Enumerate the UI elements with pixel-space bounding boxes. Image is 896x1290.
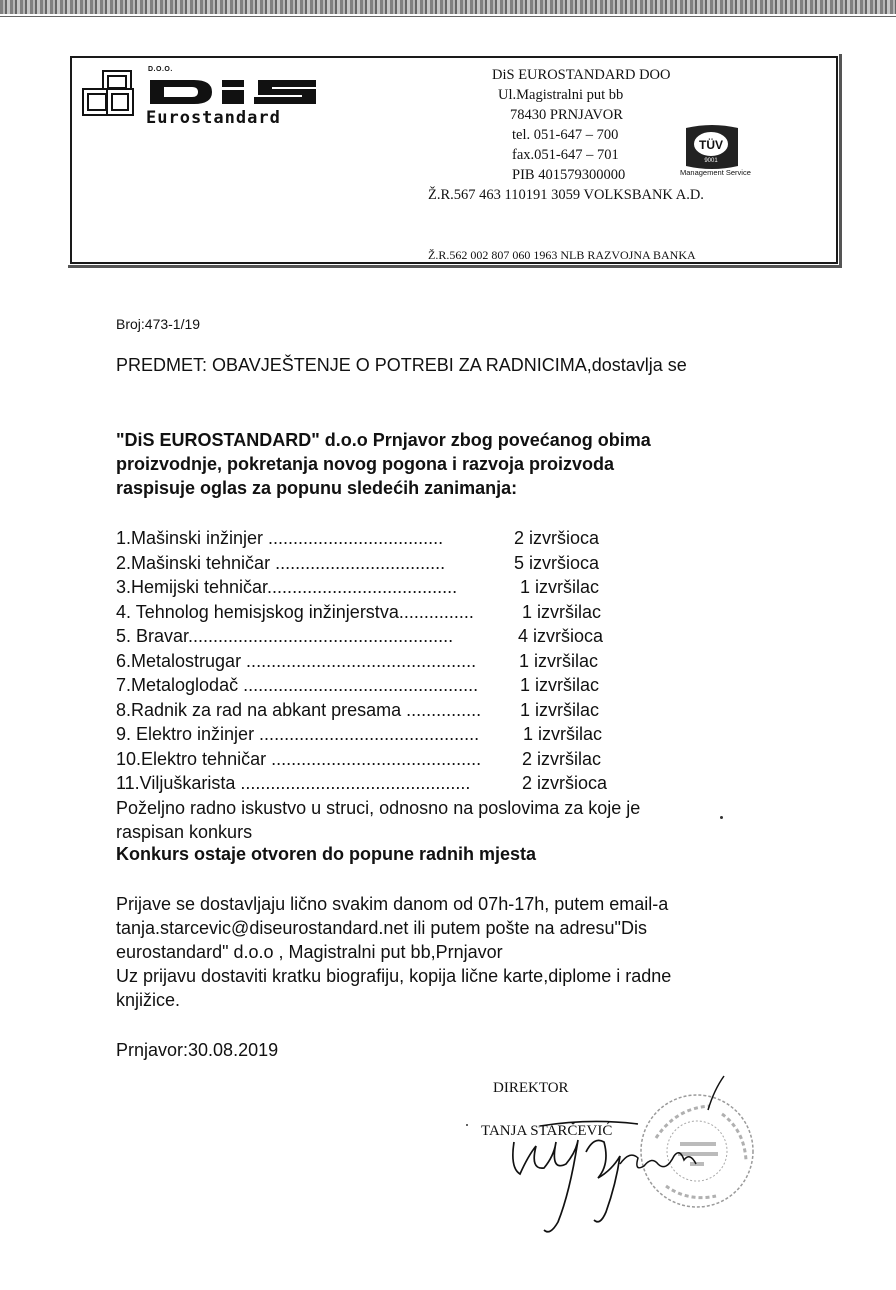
note-line: Poželjno radno iskustvo u struci, odnosno na poslovima za koje je	[116, 798, 641, 818]
intro-line: proizvodnje, pokretanja novog pogona i razvoja proizvoda	[116, 454, 615, 474]
company-bank-account-2: Ž.R.562 002 807 060 1963 NLB RAZVOJNA BANKA	[428, 248, 696, 262]
job-title: 8.Radnik za rad na abkant presama ...............	[116, 699, 482, 720]
job-item	[116, 528, 600, 552]
job-item	[116, 577, 600, 601]
intro-line: "DiS EUROSTANDARD" d.o.o Prnjavor zbog povećanog obima	[116, 430, 651, 450]
document-number: Broj:473-1/19	[116, 316, 201, 332]
logo-dis-wordmark	[146, 78, 320, 106]
experience-note	[116, 796, 640, 844]
job-count: 2 izvršioca	[522, 773, 608, 793]
tuv-label: TÜV	[699, 138, 723, 152]
job-title: 11.Viljuškarista ..............................................	[116, 773, 471, 793]
document-date: Prnjavor:30.08.2019	[116, 1040, 279, 1060]
company-name: DiS EUROSTANDARD DOO	[492, 67, 671, 83]
company-address: Ul.Magistralni put bb	[498, 87, 624, 103]
job-item	[116, 724, 603, 748]
job-item	[116, 650, 599, 675]
job-count: 1 izvršilac	[520, 577, 600, 597]
company-bank-account-1: Ž.R.567 463 110191 3059 VOLKSBANK A.D.	[428, 187, 704, 203]
scan-speck	[720, 816, 723, 819]
instructions-line: Prijave se dostavljaju lično svakim danom od 07h-17h, putem email-a	[116, 894, 669, 914]
job-title: 9. Elektro inžinjer ............................................	[116, 724, 480, 744]
job-count: 1 izvršilac	[519, 650, 599, 671]
logo-square-right	[106, 88, 134, 116]
signer-role: DIREKTOR	[493, 1080, 569, 1096]
job-title: 4. Tehnolog hemisjskog inžinjerstva...............	[116, 601, 474, 622]
company-tel: tel. 051-647 – 700	[512, 127, 619, 143]
logo-eurostandard-text: Eurostandard	[146, 108, 281, 128]
tuv-caption: Management Service	[680, 168, 751, 177]
job-title: 5. Bravar.....................................................	[116, 626, 454, 646]
instructions-line: Uz prijavu dostaviti kratku biografiju, kopija lične karte,diplome i radne	[116, 966, 672, 986]
job-count: 2 izvršilac	[522, 748, 602, 769]
job-count: 1 izvršilac	[523, 724, 603, 744]
konkurs-notice: Konkurs ostaje otvoren do popune radnih mjesta	[116, 844, 537, 864]
signer-name: TANJA STARČEVIĆ	[481, 1123, 613, 1139]
job-count: 5 izvršioca	[514, 552, 600, 573]
job-title: 10.Elektro tehničar ..........................................	[116, 748, 482, 769]
instructions-line: eurostandard" d.o.o , Magistralni put bb,Prnjavor	[116, 942, 503, 962]
scan-edge-line	[0, 16, 896, 17]
job-count: 1 izvršilac	[520, 699, 600, 720]
job-title: 6.Metalostrugar ..............................................	[116, 650, 477, 671]
job-count: 1 izvršilac	[522, 601, 602, 622]
company-city: 78430 PRNJAVOR	[510, 107, 623, 123]
job-item	[116, 601, 602, 626]
scan-speck	[466, 1124, 468, 1126]
job-title: 3.Hemijski tehničar......................................	[116, 577, 458, 597]
company-fax: fax.051-647 – 701	[512, 147, 619, 163]
company-pib: PIB 401579300000	[512, 167, 626, 183]
instructions-line: knjižice.	[116, 990, 181, 1010]
tuv-sub-label: 9001	[704, 158, 718, 164]
letterhead	[70, 56, 838, 264]
tuv-cert-icon	[680, 124, 744, 170]
application-instructions	[116, 892, 671, 1012]
job-item	[116, 675, 600, 699]
job-item	[116, 773, 608, 797]
job-item	[116, 552, 600, 577]
intro-paragraph	[116, 428, 651, 500]
handwritten-signature	[470, 1060, 770, 1240]
job-item	[116, 626, 604, 650]
note-line: raspisan konkurs	[116, 822, 253, 842]
job-count: 1 izvršilac	[520, 675, 600, 695]
company-logo	[80, 64, 320, 128]
job-item	[116, 699, 600, 724]
document-subject: PREDMET: OBAVJEŠTENJE O POTREBI ZA RADNICIMA,dostavlja se	[116, 355, 687, 375]
intro-line: raspisuje oglas za popunu sledećih zanimanja:	[116, 478, 518, 498]
logo-doo-text: D.O.O.	[148, 66, 173, 73]
job-title: 1.Mašinski inžinjer ...................................	[116, 528, 444, 548]
job-title: 7.Metaloglodač ...............................................	[116, 675, 479, 695]
job-count: 2 izvršioca	[514, 528, 600, 548]
job-title: 2.Mašinski tehničar ..................................	[116, 552, 446, 573]
instructions-line: tanja.starcevic@diseurostandard.net ili putem pošte na adresu"Dis	[116, 918, 647, 938]
job-item	[116, 748, 602, 773]
job-count: 4 izvršioca	[518, 626, 604, 646]
scan-edge	[0, 0, 896, 14]
